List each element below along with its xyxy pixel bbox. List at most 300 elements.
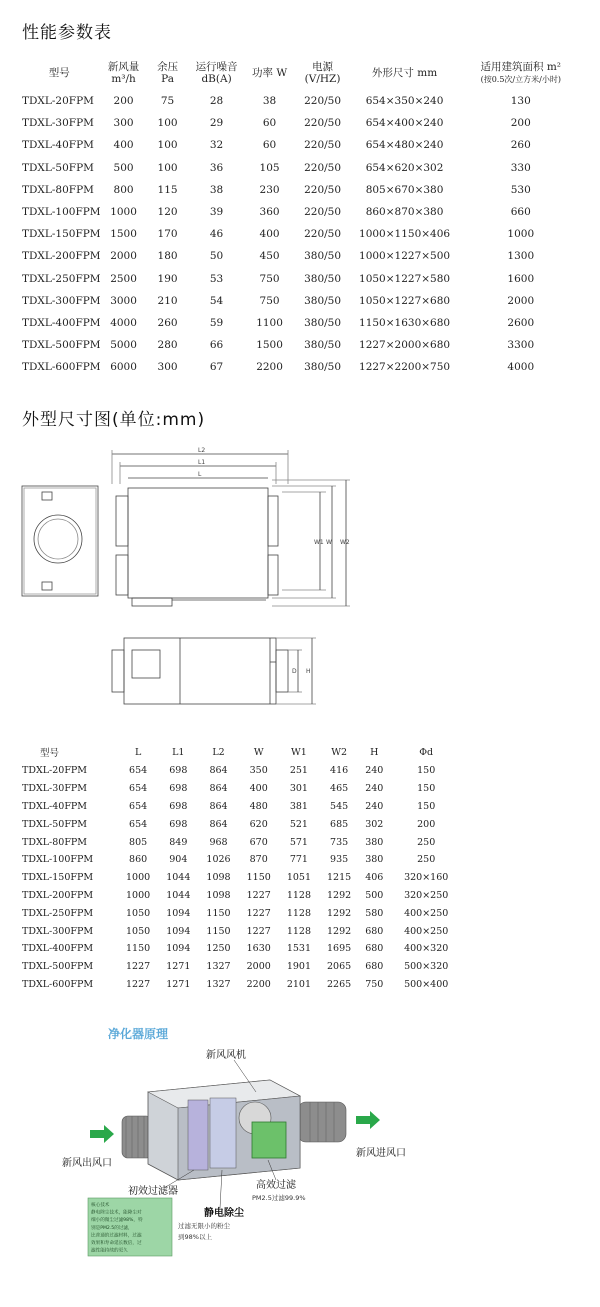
duct-circle: [34, 515, 82, 563]
table-row: [18, 179, 583, 201]
value-cell: 400×320: [404, 943, 449, 955]
value-cell: 698: [169, 818, 188, 830]
value-cell: 320×250: [404, 889, 449, 901]
value-cell: 1044: [166, 889, 191, 901]
value-cell: 2200: [256, 361, 283, 374]
value-cell: 60: [262, 139, 277, 152]
arrow-in-icon: [356, 1111, 380, 1129]
label-primary-filter: 初效过滤器: [128, 1186, 178, 1197]
value-cell: 864: [209, 818, 228, 830]
value-cell: 500×400: [404, 978, 449, 990]
value-cell: 220/50: [304, 228, 342, 241]
value-cell: 849: [169, 836, 188, 848]
value-cell: 654×480×240: [365, 139, 444, 152]
header-cell: H: [370, 746, 379, 758]
header-cell: L1: [172, 746, 185, 758]
value-cell: 545: [330, 800, 349, 812]
value-cell: 1128: [286, 925, 311, 937]
value-cell: 1327: [206, 961, 231, 973]
perf-title: 性能参数表: [22, 23, 112, 43]
value-cell: 406: [365, 872, 384, 884]
value-cell: 864: [209, 800, 228, 812]
model-cell: TDXL-30FPM: [22, 783, 88, 795]
value-cell: 115: [157, 183, 178, 196]
value-cell: 654: [129, 818, 148, 830]
label-inlet: 新风进风口: [356, 1148, 406, 1159]
value-cell: 620: [249, 818, 268, 830]
value-cell: 805×670×380: [365, 183, 444, 196]
value-cell: 935: [330, 854, 349, 866]
value-cell: 654×620×302: [365, 161, 444, 174]
label-hepa-note: PM2.5过滤99.9%: [252, 1194, 306, 1202]
value-cell: 1150×1630×680: [359, 316, 451, 329]
value-cell: 240: [365, 765, 384, 777]
value-cell: 1050×1227×580: [359, 272, 451, 285]
value-cell: 480: [249, 800, 268, 812]
table-row: [18, 334, 583, 356]
value-cell: 100: [157, 117, 178, 130]
value-cell: 50: [209, 250, 224, 263]
table-row: [18, 312, 583, 334]
value-cell: 680: [365, 961, 384, 973]
value-cell: 251: [289, 765, 308, 777]
value-cell: 150: [417, 765, 436, 777]
value-cell: 59: [209, 316, 224, 329]
dimension-drawing: [20, 440, 580, 720]
model-cell: TDXL-50FPM: [22, 818, 88, 830]
label-L: L: [198, 471, 202, 478]
duct-left: [122, 1116, 152, 1158]
value-cell: 105: [259, 161, 280, 174]
top-view-outline: [124, 638, 276, 704]
value-cell: 1227: [126, 978, 151, 990]
header-cell: 型号: [40, 748, 60, 759]
header-cell: W2: [331, 746, 348, 758]
value-cell: 860: [129, 854, 148, 866]
value-cell: 400×250: [404, 925, 449, 937]
table-row: [18, 762, 463, 780]
value-cell: 860×870×380: [365, 206, 444, 219]
value-cell: 698: [169, 765, 188, 777]
value-cell: 380: [365, 836, 384, 848]
side-view-outline: [22, 486, 98, 596]
header-size: 外形尺寸 mm: [371, 67, 438, 79]
model-cell: TDXL-30FPM: [22, 117, 94, 130]
header-pressure: 余压 Pa: [157, 61, 179, 85]
label-electrostatic-note1: 过滤无限小的粉尘: [178, 1222, 230, 1230]
value-cell: 66: [209, 339, 224, 352]
value-cell: 685: [330, 818, 349, 830]
value-cell: 380/50: [304, 361, 342, 374]
table-row: [18, 268, 583, 290]
value-cell: 300: [113, 117, 134, 130]
table-row: [18, 976, 463, 994]
value-cell: 1094: [166, 925, 191, 937]
value-cell: 1227: [246, 925, 271, 937]
value-cell: 400: [249, 783, 268, 795]
green-note-line: 效果和寿命延长数倍，过: [91, 1241, 142, 1246]
model-cell: TDXL-250FPM: [22, 272, 101, 285]
value-cell: 250: [417, 854, 436, 866]
value-cell: 1150: [126, 943, 151, 955]
value-cell: 1150: [246, 872, 271, 884]
model-cell: TDXL-80FPM: [22, 183, 94, 196]
value-cell: 571: [289, 836, 308, 848]
value-cell: 380: [365, 854, 384, 866]
model-cell: TDXL-100FPM: [22, 854, 94, 866]
green-note-line: 静电除尘技术，能降尘对: [91, 1210, 142, 1216]
model-cell: TDXL-150FPM: [22, 228, 101, 241]
table-row: [18, 833, 463, 851]
table-row: [18, 815, 463, 833]
value-cell: 302: [365, 818, 384, 830]
table-row: [18, 134, 583, 156]
header-area: 适用建筑面积 m² (按0.5次/立方米/小时): [480, 60, 562, 84]
value-cell: 2200: [246, 978, 271, 990]
value-cell: 1098: [206, 872, 231, 884]
value-cell: 53: [209, 272, 224, 285]
label-D: D: [292, 668, 297, 675]
green-note-line: 细小的微尘过滤98%，特: [91, 1218, 143, 1224]
value-cell: 1292: [327, 907, 352, 919]
table-row: [18, 245, 583, 267]
value-cell: 380/50: [304, 250, 342, 263]
value-cell: 1227×2000×680: [359, 339, 451, 352]
label-W1: W1: [314, 539, 324, 546]
value-cell: 4000: [507, 361, 535, 374]
model-cell: TDXL-200FPM: [22, 250, 101, 263]
label-hepa: 高效过滤: [256, 1180, 296, 1191]
value-cell: 1000×1150×406: [359, 228, 451, 241]
value-cell: 67: [209, 361, 224, 374]
value-cell: 698: [169, 783, 188, 795]
value-cell: 864: [209, 765, 228, 777]
value-cell: 360: [259, 206, 280, 219]
performance-table: [18, 56, 583, 378]
value-cell: 654: [129, 783, 148, 795]
value-cell: 240: [365, 783, 384, 795]
value-cell: 38: [262, 95, 277, 108]
value-cell: 280: [157, 339, 178, 352]
value-cell: 380/50: [304, 294, 342, 307]
value-cell: 400: [259, 228, 280, 241]
value-cell: 1227×2200×750: [359, 361, 451, 374]
model-cell: TDXL-50FPM: [22, 161, 94, 174]
table-header-row: [18, 742, 463, 762]
value-cell: 1128: [286, 889, 311, 901]
header-flow: 新风量 m³/h: [107, 61, 140, 85]
value-cell: 654×400×240: [365, 117, 444, 130]
header-supply: 电源 (V/HZ): [304, 61, 341, 85]
model-cell: TDXL-400FPM: [22, 316, 101, 329]
value-cell: 2000: [246, 961, 271, 973]
value-cell: 54: [209, 294, 224, 307]
value-cell: 1098: [206, 889, 231, 901]
model-cell: TDXL-600FPM: [22, 978, 94, 990]
value-cell: 1327: [206, 978, 231, 990]
table-row: [18, 112, 583, 134]
value-cell: 250: [417, 836, 436, 848]
value-cell: 1600: [507, 272, 535, 285]
header-model: 型号: [48, 67, 70, 79]
model-cell: TDXL-40FPM: [22, 139, 94, 152]
value-cell: 1000×1227×500: [359, 250, 451, 263]
value-cell: 200: [417, 818, 436, 830]
hepa-filter-icon: [252, 1122, 286, 1158]
label-L2: L2: [198, 447, 206, 454]
value-cell: 1050: [126, 907, 151, 919]
model-cell: TDXL-200FPM: [22, 889, 94, 901]
value-cell: 1000: [507, 228, 535, 241]
model-cell: TDXL-20FPM: [22, 95, 94, 108]
table-row: [18, 922, 463, 940]
green-note-line: 别是PM2.5的过滤，: [91, 1225, 133, 1231]
header-cell: L2: [212, 746, 225, 758]
value-cell: 1215: [327, 872, 352, 884]
value-cell: 750: [259, 294, 280, 307]
value-cell: 654×350×240: [365, 95, 444, 108]
value-cell: 1901: [286, 961, 311, 973]
value-cell: 1227: [126, 961, 151, 973]
value-cell: 2101: [286, 978, 311, 990]
label-W: W: [326, 539, 332, 546]
value-cell: 400: [113, 139, 134, 152]
value-cell: 1150: [206, 907, 231, 919]
value-cell: 100: [157, 161, 178, 174]
table-row: [18, 201, 583, 223]
model-cell: TDXL-300FPM: [22, 925, 94, 937]
label-fan: 新风风机: [206, 1050, 246, 1061]
value-cell: 3000: [110, 294, 137, 307]
label-electrostatic-note2: 到98%以上: [178, 1233, 212, 1241]
value-cell: 220/50: [304, 117, 342, 130]
principle-title: 净化器原理: [108, 1027, 169, 1041]
model-cell: TDXL-400FPM: [22, 943, 94, 955]
value-cell: 130: [510, 95, 531, 108]
value-cell: 870: [249, 854, 268, 866]
model-cell: TDXL-20FPM: [22, 765, 88, 777]
value-cell: 75: [160, 95, 175, 108]
value-cell: 1271: [166, 978, 191, 990]
value-cell: 1500: [256, 339, 283, 352]
value-cell: 170: [157, 228, 178, 241]
arrow-out-icon: [90, 1125, 114, 1143]
table-row: [18, 290, 583, 312]
value-cell: 29: [209, 117, 224, 130]
value-cell: 2500: [110, 272, 137, 285]
value-cell: 150: [417, 783, 436, 795]
value-cell: 1000: [110, 206, 137, 219]
value-cell: 300: [157, 361, 178, 374]
value-cell: 190: [157, 272, 178, 285]
value-cell: 380/50: [304, 339, 342, 352]
value-cell: 465: [330, 783, 349, 795]
label-H: H: [306, 668, 311, 675]
value-cell: 1051: [286, 872, 311, 884]
dimension-table: [18, 742, 463, 993]
value-cell: 660: [510, 206, 531, 219]
table-row: [18, 904, 463, 922]
value-cell: 260: [510, 139, 531, 152]
value-cell: 1531: [286, 943, 311, 955]
label-W2: W2: [340, 539, 350, 546]
value-cell: 1300: [507, 250, 535, 263]
value-cell: 220/50: [304, 161, 342, 174]
value-cell: 2265: [327, 978, 352, 990]
model-cell: TDXL-300FPM: [22, 294, 101, 307]
value-cell: 6000: [110, 361, 137, 374]
value-cell: 2600: [507, 316, 535, 329]
value-cell: 1227: [246, 889, 271, 901]
table-row: [18, 90, 583, 112]
header-cell: L: [134, 746, 142, 758]
model-cell: TDXL-500FPM: [22, 339, 101, 352]
value-cell: 968: [209, 836, 228, 848]
value-cell: 1050×1227×680: [359, 294, 451, 307]
table-row: [18, 869, 463, 887]
value-cell: 1500: [110, 228, 137, 241]
model-cell: TDXL-40FPM: [22, 800, 88, 812]
value-cell: 200: [113, 95, 134, 108]
value-cell: 580: [365, 907, 384, 919]
value-cell: 120: [157, 206, 178, 219]
value-cell: 3300: [507, 339, 535, 352]
value-cell: 400×250: [404, 907, 449, 919]
value-cell: 28: [209, 95, 224, 108]
value-cell: 220/50: [304, 139, 342, 152]
value-cell: 320×160: [404, 872, 449, 884]
value-cell: 698: [169, 800, 188, 812]
value-cell: 864: [209, 783, 228, 795]
value-cell: 1100: [256, 316, 283, 329]
value-cell: 750: [259, 272, 280, 285]
value-cell: 500: [113, 161, 134, 174]
value-cell: 5000: [110, 339, 137, 352]
table-row: [18, 223, 583, 245]
value-cell: 1227: [246, 907, 271, 919]
label-electrostatic: 静电除尘: [204, 1208, 244, 1219]
value-cell: 800: [113, 183, 134, 196]
value-cell: 200: [510, 117, 531, 130]
value-cell: 1044: [166, 872, 191, 884]
value-cell: 220/50: [304, 206, 342, 219]
table-header-row: [18, 56, 583, 90]
value-cell: 2065: [327, 961, 352, 973]
value-cell: 735: [330, 836, 349, 848]
value-cell: 904: [169, 854, 188, 866]
value-cell: 4000: [110, 316, 137, 329]
value-cell: 416: [330, 765, 349, 777]
header-cell: W: [253, 746, 264, 758]
value-cell: 180: [157, 250, 178, 263]
model-cell: TDXL-250FPM: [22, 907, 94, 919]
value-cell: 380/50: [304, 272, 342, 285]
value-cell: 1695: [327, 943, 352, 955]
value-cell: 1000: [126, 889, 151, 901]
value-cell: 301: [289, 783, 308, 795]
table-row: [18, 851, 463, 869]
value-cell: 32: [209, 139, 224, 152]
green-note-line: 滤性能持续的更久: [91, 1248, 128, 1254]
label-outlet: 新风出风口: [62, 1158, 112, 1169]
value-cell: 771: [289, 854, 308, 866]
value-cell: 260: [157, 316, 178, 329]
dims-title: 外型尺寸图(单位:mm): [22, 410, 206, 430]
value-cell: 220/50: [304, 95, 342, 108]
value-cell: 330: [510, 161, 531, 174]
model-cell: TDXL-150FPM: [22, 872, 94, 884]
value-cell: 2000: [110, 250, 137, 263]
purifier-principle-illustration: [60, 1020, 440, 1260]
value-cell: 1292: [327, 889, 352, 901]
table-row: [18, 780, 463, 798]
label-L1: L1: [198, 459, 206, 466]
value-cell: 381: [289, 800, 308, 812]
value-cell: 380/50: [304, 316, 342, 329]
value-cell: 500: [365, 889, 384, 901]
value-cell: 46: [209, 228, 224, 241]
value-cell: 1050: [126, 925, 151, 937]
table-row: [18, 940, 463, 958]
value-cell: 680: [365, 943, 384, 955]
table-row: [18, 157, 583, 179]
value-cell: 450: [259, 250, 280, 263]
value-cell: 2000: [507, 294, 535, 307]
value-cell: 210: [157, 294, 178, 307]
value-cell: 39: [209, 206, 224, 219]
value-cell: 220/50: [304, 183, 342, 196]
value-cell: 1630: [246, 943, 271, 955]
header-noise: 运行噪音 dB(A): [195, 61, 238, 85]
table-row: [18, 958, 463, 976]
model-cell: TDXL-600FPM: [22, 361, 101, 374]
value-cell: 60: [262, 117, 277, 130]
value-cell: 750: [365, 978, 384, 990]
value-cell: 38: [209, 183, 224, 196]
value-cell: 1250: [206, 943, 231, 955]
value-cell: 521: [289, 818, 308, 830]
value-cell: 680: [365, 925, 384, 937]
duct-right: [298, 1102, 346, 1142]
value-cell: 1128: [286, 907, 311, 919]
header-cell: W1: [291, 746, 307, 758]
green-note-line: 核心技术: [91, 1203, 110, 1208]
header-cell: Φd: [419, 746, 434, 758]
table-row: [18, 798, 463, 816]
value-cell: 100: [157, 139, 178, 152]
value-cell: 805: [129, 836, 148, 848]
value-cell: 1150: [206, 925, 231, 937]
value-cell: 670: [249, 836, 268, 848]
value-cell: 654: [129, 800, 148, 812]
table-row: [18, 887, 463, 905]
green-note-line: 比普通的过滤材料，过滤: [91, 1233, 142, 1239]
value-cell: 1000: [126, 872, 151, 884]
model-cell: TDXL-500FPM: [22, 961, 94, 973]
header-power: 功率 W: [251, 67, 288, 79]
value-cell: 350: [249, 765, 268, 777]
value-cell: 230: [259, 183, 280, 196]
model-cell: TDXL-80FPM: [22, 836, 88, 848]
value-cell: 530: [510, 183, 531, 196]
value-cell: 500×320: [404, 961, 449, 973]
value-cell: 1292: [327, 925, 352, 937]
table-row: [18, 356, 583, 378]
value-cell: 150: [417, 800, 436, 812]
value-cell: 36: [209, 161, 224, 174]
value-cell: 1026: [206, 854, 231, 866]
value-cell: 1094: [166, 907, 191, 919]
